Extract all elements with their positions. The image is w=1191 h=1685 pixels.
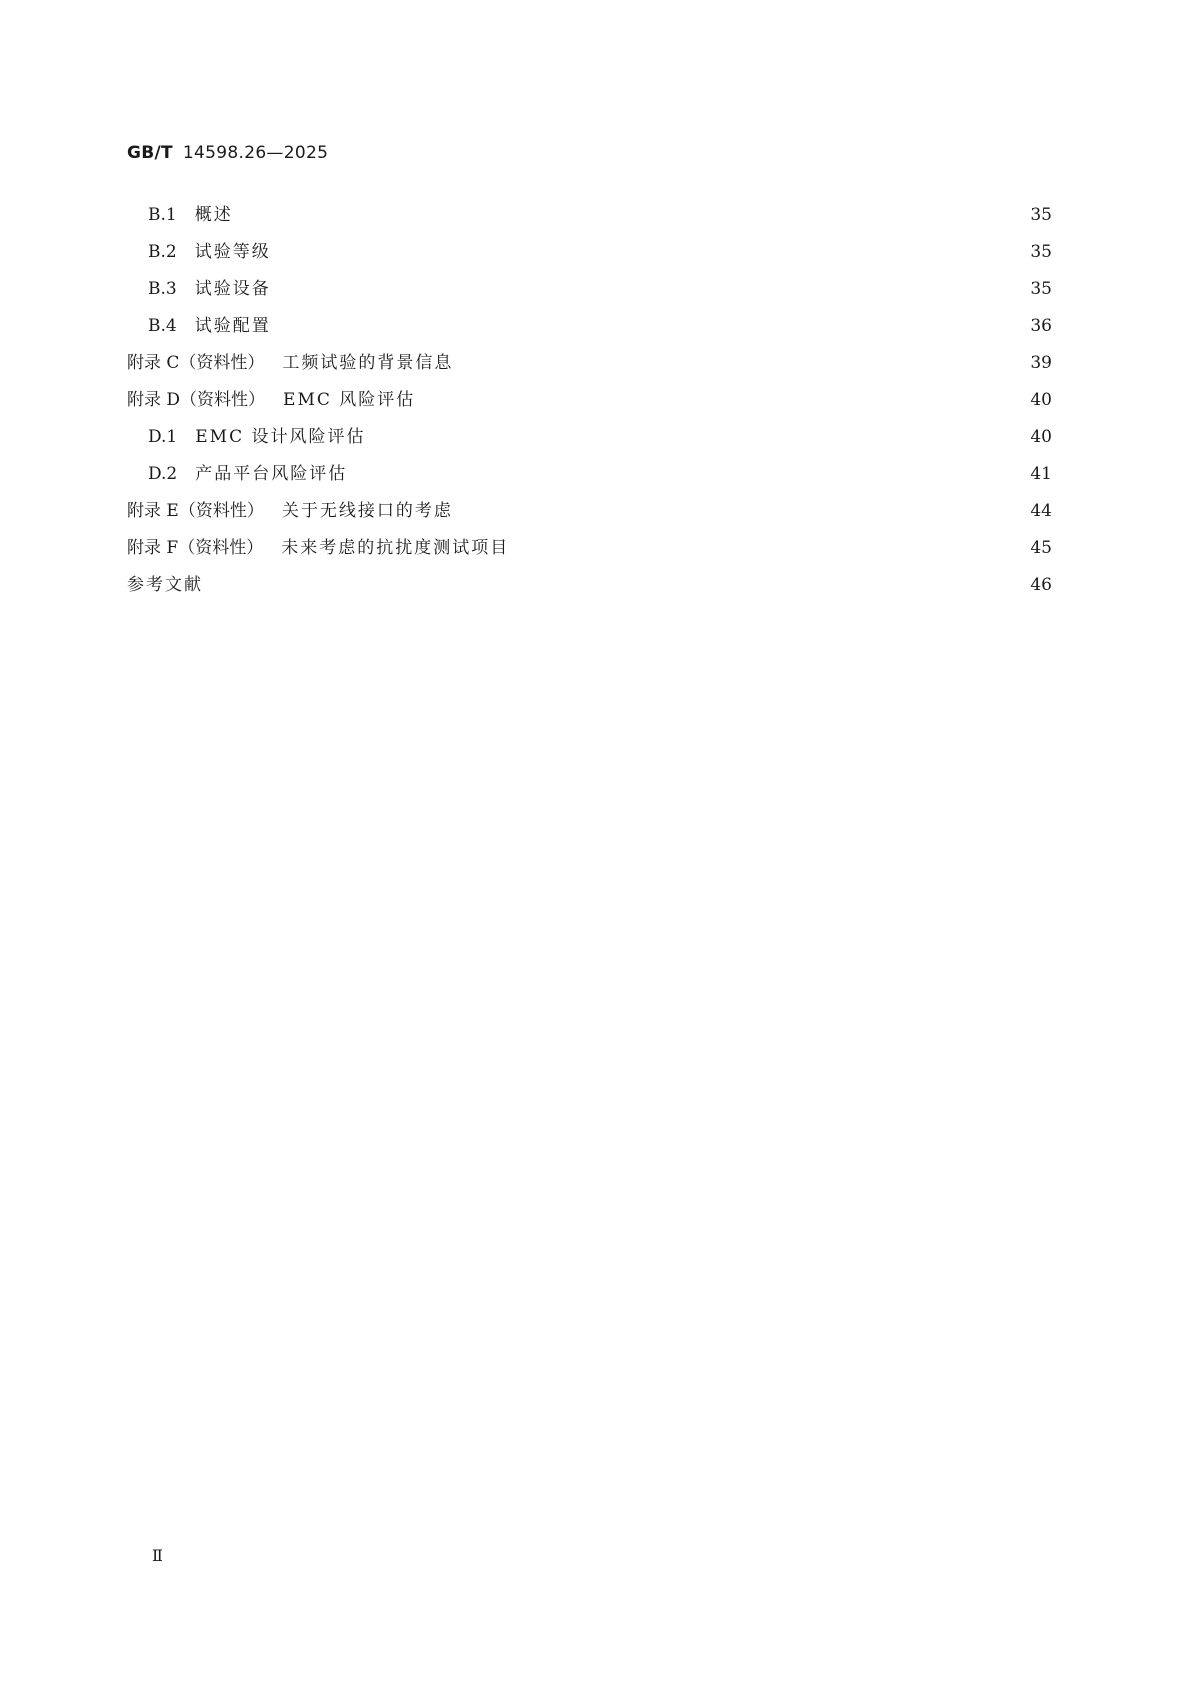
toc-leader-dots bbox=[275, 279, 1020, 299]
toc-leader-dots bbox=[419, 390, 1020, 410]
toc-entry-annex-e[interactable] bbox=[127, 492, 1052, 529]
toc-entry-d1[interactable] bbox=[127, 418, 1052, 455]
toc-entry-title: 试验等级 bbox=[194, 241, 271, 262]
toc-entry-b2[interactable] bbox=[127, 233, 1052, 270]
toc-entry-page: 40 bbox=[1030, 389, 1052, 410]
toc-entry-number: 附录 C bbox=[127, 352, 180, 373]
standard-header bbox=[127, 143, 328, 163]
table-of-contents bbox=[127, 196, 1052, 603]
toc-entry-page: 35 bbox=[1030, 278, 1052, 299]
toc-entry-title: EMC 设计风险评估 bbox=[195, 426, 366, 447]
toc-entry-b3[interactable] bbox=[127, 270, 1052, 307]
toc-entry-title: EMC 风险评估 bbox=[283, 389, 416, 410]
toc-entry-title: 工频试验的背景信息 bbox=[282, 352, 454, 373]
toc-entry-page: 36 bbox=[1030, 315, 1052, 336]
toc-leader-dots bbox=[237, 205, 1020, 225]
toc-leader-dots bbox=[457, 501, 1020, 521]
toc-entry-title: 关于无线接口的考虑 bbox=[281, 500, 453, 521]
page-number-footer: Ⅱ bbox=[152, 1546, 163, 1565]
toc-entry-title: 试验配置 bbox=[194, 315, 271, 336]
toc-entry-title: 试验设备 bbox=[194, 278, 271, 299]
toc-entry-number: 附录 D bbox=[127, 389, 181, 410]
toc-entry-number: D.1 bbox=[148, 426, 178, 447]
toc-entry-number: 附录 E bbox=[127, 500, 179, 521]
toc-entry-page: 41 bbox=[1030, 463, 1052, 484]
toc-entry-number: B.1 bbox=[148, 204, 177, 225]
toc-entry-number: B.3 bbox=[148, 278, 177, 299]
toc-entry-title: 参考文献 bbox=[127, 574, 203, 595]
toc-entry-number: 附录 F bbox=[127, 537, 179, 558]
toc-entry-number: B.2 bbox=[148, 241, 177, 262]
toc-leader-dots bbox=[513, 538, 1020, 558]
toc-leader-dots bbox=[351, 464, 1020, 484]
toc-entry-bibliography[interactable] bbox=[127, 566, 1052, 603]
toc-entry-title: 概述 bbox=[194, 204, 233, 225]
toc-leader-dots bbox=[457, 353, 1020, 373]
toc-entry-number: B.4 bbox=[148, 315, 177, 336]
toc-leader-dots bbox=[207, 575, 1020, 595]
standard-number: 14598.26—2025 bbox=[182, 143, 329, 163]
toc-entry-title: 产品平台风险评估 bbox=[195, 463, 348, 484]
toc-entry-annex-d[interactable] bbox=[127, 381, 1052, 418]
standard-prefix: GB/T bbox=[127, 143, 173, 163]
toc-entry-annex-c[interactable] bbox=[127, 344, 1052, 381]
toc-entry-annex-f[interactable] bbox=[127, 529, 1052, 566]
toc-entry-annex-kind: （资料性） bbox=[179, 352, 265, 373]
toc-entry-annex-kind: （资料性） bbox=[178, 500, 264, 521]
toc-leader-dots bbox=[275, 316, 1020, 336]
toc-leader-dots bbox=[369, 427, 1020, 447]
toc-entry-page: 35 bbox=[1030, 241, 1052, 262]
toc-entry-title: 未来考虑的抗扰度测试项目 bbox=[281, 537, 510, 558]
toc-entry-annex-kind: （资料性） bbox=[178, 537, 264, 558]
toc-entry-page: 39 bbox=[1030, 352, 1052, 373]
toc-entry-number: D.2 bbox=[148, 463, 178, 484]
toc-entry-b4[interactable] bbox=[127, 307, 1052, 344]
toc-entry-page: 46 bbox=[1030, 574, 1052, 595]
toc-entry-page: 35 bbox=[1030, 204, 1052, 225]
toc-leader-dots bbox=[275, 242, 1020, 262]
toc-entry-b1[interactable] bbox=[127, 196, 1052, 233]
toc-entry-page: 44 bbox=[1030, 500, 1052, 521]
toc-entry-d2[interactable] bbox=[127, 455, 1052, 492]
toc-entry-annex-kind: （资料性） bbox=[180, 389, 266, 410]
toc-entry-page: 45 bbox=[1030, 537, 1052, 558]
toc-entry-page: 40 bbox=[1030, 426, 1052, 447]
